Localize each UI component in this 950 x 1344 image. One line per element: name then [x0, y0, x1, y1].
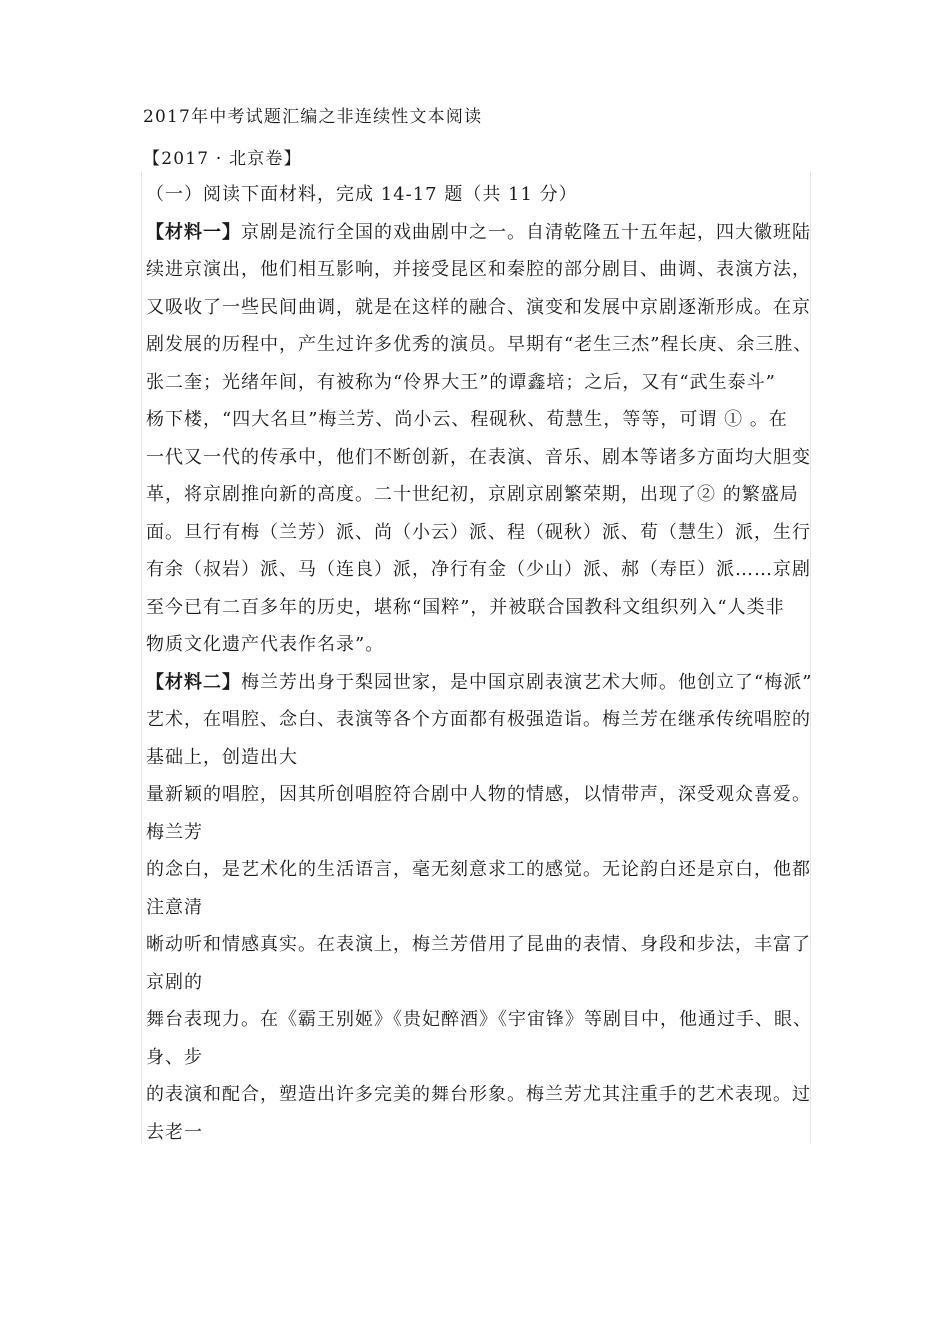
material-two-line: 的表演和配合，塑造出许多完美的舞台形象。梅兰芳尤其注重手的艺术表现。过 [146, 1084, 811, 1105]
material-two-line: 去老一 [146, 1121, 203, 1143]
material-two-line: 注意清 [146, 896, 203, 918]
material-two [146, 664, 814, 1152]
material-one-line: 有余（叔岩）派、马（连良）派，净行有金（少山）派、郝（寿臣）派……京剧 [146, 559, 811, 580]
material-two-line: 梅兰芳 [146, 821, 203, 843]
material-one-line: 物质文化遗产代表作名录”。 [146, 634, 385, 655]
material-one-line: 面。旦行有梅（兰芳）派、尚（小云）派、程（砚秋）派、荀（慧生）派，生行 [146, 521, 811, 543]
material-one-line: 又吸收了一些民间曲调，就是在这样的融合、演变和发展中京剧逐渐形成。在京 [146, 296, 811, 318]
material-two-line: 量新颖的唱腔，因其所创唱腔符合剧中人物的情感，以情带声，深受观众喜爱。 [146, 784, 811, 805]
material-one-line: 杨下楼，“四大名旦”梅兰芳、尚小云、程砚秋、荀慧生，等等，可谓 ① 。在 [146, 409, 788, 430]
section-heading: （一）阅读下面材料，完成 14-17 题（共 11 分） [146, 184, 578, 205]
material-one-line: 张二奎；光绪年间，有被称为“伶界大王”的谭鑫培；之后，又有“武生泰斗” [146, 371, 776, 393]
material-two-label: 【材料二】 [146, 671, 241, 693]
material-two-line: 身、步 [146, 1046, 203, 1068]
material-two-line: 晰动听和情感真实。在表演上，梅兰芳借用了昆曲的表情、身段和步法，丰富了 [146, 934, 811, 955]
material-two-line: 的念白，是艺术化的生活语言，毫无刻意求工的感觉。无论韵白还是京白，他都 [146, 859, 811, 880]
material-one-label: 【材料一】 [146, 221, 241, 243]
exam-source-label: 【2017 · 北京卷】 [143, 149, 302, 169]
material-one-text: 京剧是流行全国的戏曲剧中之一。自清乾隆五十五年起，四大徽班陆 [241, 221, 811, 243]
reading-content [146, 176, 814, 1151]
material-one-line: 革，将京剧推向新的高度。二十世纪初，京剧京剧繁荣期，出现了② 的繁盛局 [146, 484, 799, 505]
material-one-line: 续进京演出，他们相互影响，并接受昆区和秦腔的部分剧目、曲调、表演方法， [146, 259, 811, 280]
material-two-line [146, 664, 814, 702]
material-two-text: 梅兰芳出身于梨园世家，是中国京剧表演艺术大师。他创立了“梅派” [241, 671, 813, 693]
material-one [146, 214, 814, 664]
material-one-line: 至今已有二百多年的历史，堪称“国粹”，并被联合国教科文组织列入“人类非 [146, 596, 785, 618]
document-title: 2017年中考试题汇编之非连续性文本阅读 [143, 107, 483, 127]
material-two-line: 艺术，在唱腔、念白、表演等各个方面都有极强造诣。梅兰芳在继承传统唱腔的 [146, 709, 811, 730]
material-one-line [146, 214, 814, 252]
material-one-line: 剧发展的历程中，产生过许多优秀的演员。早期有“老生三杰”程长庚、余三胜、 [146, 334, 813, 355]
material-two-line: 基础上，创造出大 [146, 746, 298, 768]
material-two-line: 舞台表现力。在《霸王别姬》《贵妃醉酒》《宇宙锋》等剧目中，他通过手、眼、 [146, 1009, 812, 1030]
material-two-line: 京剧的 [146, 971, 203, 993]
material-one-line: 一代又一代的传承中，他们不断创新，在表演、音乐、剧本等诸多方面均大胆变 [146, 446, 811, 468]
